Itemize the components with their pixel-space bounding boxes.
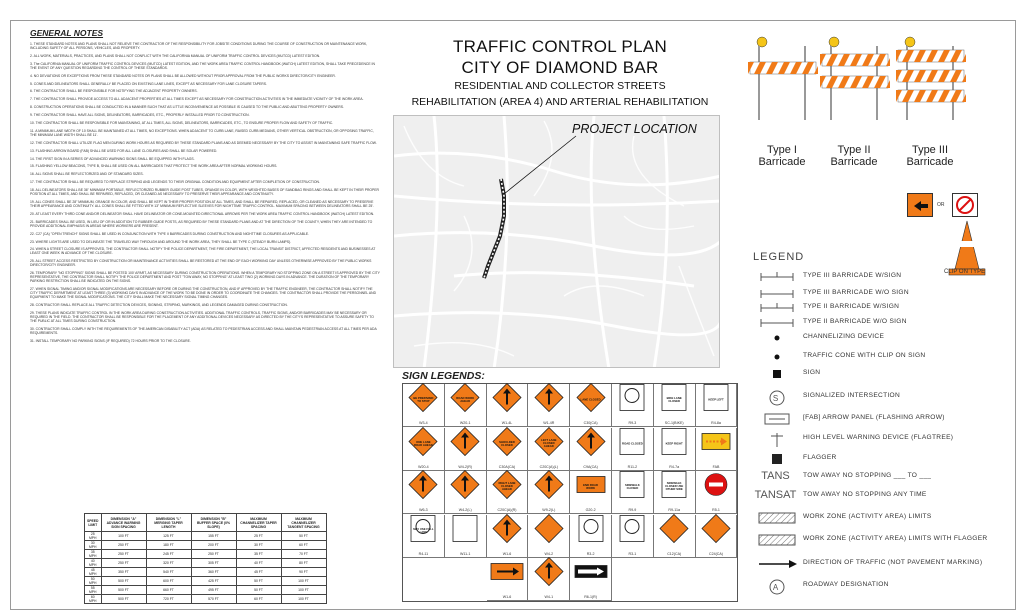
sign-cell	[654, 471, 696, 514]
general-note-item: 18. ALL DELINEATORS SHALL BE 36" MINIMUM PORTABLE, REFLECTORIZED RUBBER GUIDE POST TUBES, ORANGE IN COLOR, WITH WEIGHTED BASES OF SANDBAG RINGS AND SHALL BE KEPT IN THEIR PROPER POSITION AT ALL TIMES, AND SHALL BE REPAIRED, REPLACED, OR CLEANED AS NECESSARY TO PRESERVE THEIR APPEARANCE AND CONTINUITY.	[30, 188, 380, 197]
sign-code: C9A(CA)	[583, 464, 598, 469]
speed-table-cell: 250 FT	[101, 559, 146, 568]
legend-symbol	[753, 489, 798, 503]
legend-item	[753, 432, 1013, 446]
sign-code: W4-2(R)	[458, 464, 472, 469]
sign-graphic	[534, 470, 564, 505]
general-note-item: 7. THE CONTRACTOR SHALL PROVIDE ACCESS TO ALL ADJACENT PROPERTIES AT ALL TIMES EXCEPT AS NECESSARY FOR CONSTRUCTION ACTIVITIES IN THE IMMEDIATE VICINITY OF THE WORK AREA.	[30, 97, 364, 102]
speed-table-cell: 35 MPH	[85, 550, 102, 559]
legend-item	[753, 316, 1013, 330]
general-note-item: 10. THE CONTRACTOR SHALL BE RESPONSIBLE FOR MAINTAINING, AT ALL TIMES, ALL SIGNS, DELINEATORS, BARRICADES, ETC., TO ENSURE PROPER FLOW AND SAFETY OF TRAFFIC.	[30, 121, 334, 126]
sign-cell	[445, 384, 487, 427]
sign-cell	[487, 471, 529, 514]
legend-symbol	[753, 511, 798, 525]
sign-code: C20C(A)(L)	[539, 464, 558, 469]
sign-text: BE PREPARED TO STOP	[413, 395, 434, 403]
legend-item	[753, 301, 1013, 315]
plan-title: TRAFFIC CONTROL PLAN	[452, 37, 668, 56]
general-note-item: 4. NO DEVIATIONS OR EXCEPTIONS FROM THESE STANDARD NOTES OR PLANS SHALL BE ALLOWED WITHOUT PRIOR APPROVAL FROM THE PUBLIC WORKS DIRECTOR/CITY ENGINEER.	[30, 73, 336, 78]
sign-graphic	[450, 470, 480, 505]
speed-table-cell: 100 FT	[281, 586, 326, 595]
general-note-item: 14. THE FIRST SIGN IN A SERIES OF ADVANCED WARNING SIGNS SHALL BE EQUIPPED WITH FLAGS.	[30, 156, 195, 161]
speed-table-cell: 360 FT	[191, 568, 236, 577]
general-note-item: 19. ALL CONES SHALL BE 28" MINIMUM, ORANGE IN COLOR, AND SHALL BE KEPT IN THEIR PROPER POSITION AT ALL TIMES, AND SHALL BE REPAIRED, REPLACED, OR CLEANED AS NECESSARY TO PRESERVE THEIR APPEARANCE AND CONTINUITY. ALL CONES SHALL BE FITTED WITH 13" MINIMUM REFLECTIVE SLEEVES FOR NIGHTTIME TRAFFIC CONTROL. MAXIMUM SPACING BETWEEN DELINEATORS SHALL BE 25'.	[30, 200, 374, 209]
sign-cell	[445, 515, 487, 558]
sign-cell	[612, 428, 654, 471]
sign-code: W3-4	[419, 421, 428, 425]
sign-cell	[403, 428, 445, 471]
sign-cell	[570, 428, 612, 471]
speed-table-cell: 100 FT	[281, 595, 326, 604]
general-note-item: 22. C27 (CA) "OPEN TRENCH" SIGNS SHALL BE USED IN CONJUNCTION WITH TYPE II BARRICADES DURING CONSTRUCTION AND NIGHTTIME CLOSURES AS APPLICABLE.	[30, 231, 310, 236]
legend-item	[753, 350, 1013, 364]
legend-text: [FAB] ARROW PANEL (FLASHING ARROW)	[803, 414, 945, 421]
sign-cell	[528, 471, 570, 514]
sign-code: R4-11	[418, 551, 429, 556]
project-segment	[484, 179, 504, 278]
sign-code: W1-6	[502, 595, 512, 599]
legend-text: SIGN	[803, 369, 821, 376]
barricade-label	[742, 144, 822, 168]
sign-cell	[612, 384, 654, 427]
sign-cell	[612, 515, 654, 558]
sign-cell	[528, 384, 570, 427]
vicinity-map	[393, 115, 720, 368]
sign-graphic	[452, 514, 478, 547]
general-note-item: 3. The CALIFORNIA MANUAL OF UNIFORM TRAFFIC CONTROL DEVICES (MUTCD) LATEST EDITION, AND THE WORK AREA TRAFFIC CONTROL HANDBOOK (WATCH) LATEST EDITION, SHALL TAKE PRECEDENCE IN THE EVENT OF ANY QUESTION REGARDING THE CONTROL OF THESE STANDARDS.	[30, 61, 375, 70]
speed-table-cell: 200 FT	[191, 541, 236, 550]
sign-code: R4-8a	[711, 421, 721, 425]
speed-table-cell: 570 FT	[191, 595, 236, 604]
sign-code: R3-1	[628, 551, 637, 556]
general-note-item: 30. CONTRACTOR SHALL COMPLY WITH THE REQUIREMENTS OF THE AMERICAN DISABILITY ACT (ADA) AS RELATED TO PEDESTRIAN ACCESS AND SHALL MAINTAIN PEDESTRIAN ACCESS AT ALL TIMES PER ADA REQUIREMENTS.	[30, 326, 377, 335]
speed-table-cell: 100 FT	[281, 577, 326, 586]
sign-graphic	[534, 557, 564, 592]
legend-item	[753, 452, 1013, 466]
sign-graphic	[619, 384, 645, 417]
speed-table-row	[85, 550, 327, 559]
speed-table-cell: 425 FT	[191, 577, 236, 586]
speed-table-cell: 720 FT	[146, 595, 191, 604]
sign-graphic	[534, 383, 564, 418]
sign-code: R9-9	[628, 508, 637, 512]
sign-graphic	[574, 565, 608, 584]
legend-symbol-text: TANS	[761, 470, 790, 482]
legend-item	[753, 331, 1013, 345]
general-note-item: 16. ALL SIGNS SHALL BE REFLECTORIZED AND OF STANDARD SIZES.	[30, 172, 144, 177]
barricade-icon	[820, 36, 890, 122]
sign-cell	[570, 471, 612, 514]
sign-cell	[570, 558, 612, 601]
speed-table-row	[85, 595, 327, 604]
speed-table-cell: 50 MPH	[85, 577, 102, 586]
sign-cell	[654, 428, 696, 471]
general-note-item: 9. THE CONTRACTOR SHALL HAVE ALL SIGNS, DELINEATORS, BARRICADES, ETC., PROPERLY INSTALLED PRIOR TO CONSTRUCTION.	[30, 113, 250, 118]
legend-item	[753, 270, 1013, 284]
speed-table-cell: 45 MPH	[85, 568, 102, 577]
sign-graphic	[408, 470, 438, 505]
general-note-item: 28. CONTRACTOR SHALL REPLACE ALL TRAFFIC DETECTION DEVICES, SIGNING, STRIPING, MARKINGS, AND LEGENDS DAMAGED DURING CONSTRUCTION.	[30, 303, 288, 308]
speed-table-header: DIMENSION "L" MERGING TAPER LENGTH	[146, 514, 191, 532]
sign-cell	[654, 515, 696, 558]
speed-table-cell: 40 MPH	[85, 559, 102, 568]
sign-text: MAY USE FULL LANE	[413, 526, 434, 534]
sign-cell	[570, 515, 612, 558]
legend-item	[753, 511, 1013, 525]
sign-cell	[696, 428, 738, 471]
speed-table-cell: 660 FT	[146, 586, 191, 595]
sign-code: C20C(A)(R)	[497, 508, 517, 512]
speed-table-header: SPEED LIMIT	[85, 514, 102, 532]
legend-text: WORK ZONE (ACTIVITY AREA) LIMITS	[803, 513, 932, 520]
no-left-turn-sign	[952, 193, 978, 217]
sign-code: W1-4L	[501, 421, 513, 425]
sign-cell	[696, 471, 738, 514]
project-subtitle-2: REHABILITATION (AREA 4) AND ARTERIAL REHABILITATION	[411, 96, 709, 108]
sign-cell	[528, 558, 570, 601]
legend-symbol-text: A	[772, 583, 779, 592]
speed-table-cell: 350 FT	[101, 568, 146, 577]
sign-text: BIKE LANE CLOSED	[666, 395, 682, 403]
clip-on-signs	[905, 191, 1015, 281]
map-streets	[394, 116, 720, 368]
general-note-item: 11. A MINIMUM LANE WIDTH OF 10 SHALL BE MAINTAINED AT ALL TIMES, NO EXCEPTIONS. WHEN ADJACENT TO CURB LANE, RAISED CURB MEDIANS, OTHER VERTICAL OBSTRUCTION, OR OPPOSING TRAFFIC, THE MINIMUM LANE WIDTH SHALL BE 11'.	[30, 128, 374, 137]
legend-item	[753, 579, 1013, 593]
legend-text: TOW AWAY NO STOPPING ANY TIME	[803, 491, 927, 498]
speed-table-cell: 80 FT	[281, 559, 326, 568]
sign-cell	[403, 471, 445, 514]
general-notes	[30, 28, 380, 347]
legend-symbol	[753, 432, 798, 446]
legend-symbol-text: TANSAT	[754, 489, 797, 501]
sign-cell	[445, 471, 487, 514]
sign-cell	[403, 384, 445, 427]
speed-table-cell: 90 FT	[281, 568, 326, 577]
arrow-sign	[907, 193, 933, 217]
legend-symbol	[753, 452, 798, 466]
sign-text: SIDEWALK CLOSED USE OTHER SIDE	[665, 481, 684, 492]
speed-table-row	[85, 586, 327, 595]
sign-code: C24(CA)	[709, 551, 723, 556]
sign-cell	[612, 471, 654, 514]
legend-item	[753, 533, 1013, 547]
sign-code: SC-1(BIKE)	[664, 421, 684, 425]
speed-table-row	[85, 541, 327, 550]
legend-text: DIRECTION OF TRAFFIC (NOT PAVEMENT MARKING)	[803, 559, 983, 566]
sign-text: ROAD CLOSED	[622, 440, 643, 445]
legend-text: TRAFFIC CONE WITH CLIP ON SIGN	[803, 352, 926, 359]
leader-line	[504, 136, 576, 194]
sign-code: R5-1	[712, 508, 720, 512]
sign-graphic	[492, 383, 522, 418]
city-title: CITY OF DIAMOND BAR	[461, 58, 659, 77]
legend-text: TYPE II BARRICADE W/O SIGN	[803, 318, 907, 325]
general-note-item: 12. THE CONTRACTOR SHALL UTILIZE FLAG MEN DURING WORK HOURS AS REQUIRED BY THESE STANDARD PLANS AND AS DEEMED NECESSARY BY THE CITY TO ASSIST IN MAINTAINING SAFE TRAFFIC FLOW.	[30, 140, 377, 145]
legend-symbol	[753, 350, 798, 364]
speed-table-row	[85, 568, 327, 577]
speed-table-cell: 600 FT	[146, 577, 191, 586]
barricade-label	[890, 144, 970, 168]
legend-text: TYPE III BARRICADE W/SIGN	[803, 272, 902, 279]
sign-graphic	[576, 426, 606, 461]
sign-text: SIDEWALK CLOSED	[625, 482, 640, 490]
speed-table-cell: 25 MPH	[85, 532, 102, 541]
general-note-item: 2. ALL WORK, MATERIALS, PRACTICES, AND PLANS SHALL NOT CONFLICT WITH THE CALIFORNIA MANUAL OF UNIFORM TRAFFIC CONTROL DEVICES (MUTCD) LATEST EDITION.	[30, 53, 321, 58]
barricade-type-name: Type I	[767, 144, 797, 156]
general-note-item: 21. BARRICADES SHALL BE USED, IN LIEU OF OR IN ADDITION TO RUBBER GUIDE POSTS, AS REQUIRED BY THESE STANDARD PLANS AND AT THE DIRECTION OF THE COUNTY, WHEN THEY ARE INTENDED TO PROVIDE ADDITIONAL EMPHASIS IN AREAS WHERE WORKERS ARE PRESENT.	[30, 219, 373, 228]
sign-code: W20-1	[459, 421, 471, 425]
legend-text: TOW AWAY NO STOPPING ___ TO ___	[803, 472, 932, 479]
speed-table-header: MAXIMUM CHANNELIZER TAPER SPACING	[236, 514, 281, 532]
speed-table-cell: 500 FT	[101, 586, 146, 595]
barricade-1	[748, 36, 814, 168]
sign-legends-title: SIGN LEGENDS:	[402, 370, 485, 382]
sign-code: W11-1	[460, 551, 471, 556]
general-notes-heading: GENERAL NOTES	[30, 28, 104, 38]
barricade-word: Barricade	[830, 156, 878, 168]
sign-code: W4-1	[544, 595, 554, 599]
legend-item	[753, 470, 1013, 484]
speed-table-row	[85, 577, 327, 586]
legend-symbol	[753, 367, 798, 381]
legend-item	[753, 367, 1013, 381]
sign-text: LANE CLOSED	[580, 397, 601, 402]
sign-cell	[487, 384, 529, 427]
speed-table-cell: 100 FT	[101, 532, 146, 541]
sign-graphic	[619, 514, 645, 547]
general-note-item: 23. WHERE LIGHTS ARE USED TO DELINEATE THE TRAVELED WAY THROUGH AND AROUND THE WORK AREA, THEY SHALL BE TYPE C (STEADY BURN LAMPS).	[30, 239, 292, 244]
sign-legends-grid	[402, 383, 738, 602]
general-note-item: 15. FLASHING YELLOW BEACONS, TYPE B, SHALL BE USED ON ALL BARRICADES THAT PROTECT THE WORK AREA AFTER NORMAL WORKING HOURS.	[30, 164, 278, 169]
speed-table-header: DIMENSION "B" BUFFER SPACE (0% SLOPE)	[191, 514, 236, 532]
legend-symbol	[753, 331, 798, 345]
barricade-icon	[896, 36, 966, 122]
sign-code: G20-2	[585, 508, 596, 512]
barricade-type-name: Type III	[911, 144, 949, 156]
speed-table-cell: 30 MPH	[85, 541, 102, 550]
barricade-2	[820, 36, 886, 168]
sign-text: KEEP LEFT	[708, 397, 724, 402]
general-note-item: 6. THE CONTRACTOR SHALL BE RESPONSIBLE FOR NOTIFYING THE ADJACENT PROPERTY OWNERS.	[30, 89, 198, 94]
sign-graphic	[534, 513, 564, 548]
sign-code: W20-4	[418, 464, 429, 469]
legend-text: TYPE III BARRICADE W/O SIGN	[803, 289, 909, 296]
speed-table-cell: 250 FT	[191, 550, 236, 559]
speed-table-row	[85, 532, 327, 541]
project-subtitle: RESIDENTIAL AND COLLECTOR STREETS	[454, 80, 666, 92]
sign-code: R9-3	[628, 421, 637, 425]
sign-cell	[487, 428, 529, 471]
legend-symbol	[753, 533, 798, 547]
general-notes-list	[30, 42, 380, 343]
sign-code: W4-2	[544, 551, 554, 556]
general-note-item: 24. WHEN A STREET CLOSURE IS APPROVED, THE CONTRACTOR SHALL NOTIFY THE POLICE DEPARTMENT, THE FIRE DEPARTMENT, THE LOCAL TRANSIT DISTRICT, AFFECTED RESIDENTS AND BUSINESSES AT LEAST ONE WEEK IN ADVANCE OF THE CLOSURE.	[30, 247, 376, 256]
general-note-item: 17. THE CONTRACTOR SHALL BE REQUIRED TO REPLACE STRIPING AND LEGENDS TO THEIR ORIGINAL CONDITION AND EQUIPMENT AFTER COMPLETION OF CONSTRUCTION.	[30, 180, 320, 185]
sign-cell	[696, 515, 738, 558]
general-note-item: 31. INSTALL TEMPORARY NO PARKING SIGNS (IF REQUIRED) 72 HOURS PRIOR TO THE CLOSURE.	[30, 338, 191, 343]
sign-code: R3-2	[586, 551, 595, 556]
speed-table-cell: 30 FT	[236, 541, 281, 550]
clip-on-type-label: CLIP ON TYPE	[944, 269, 986, 275]
sign-code: W6-3	[419, 508, 428, 512]
general-note-item: 8. CONSTRUCTION OPERATIONS SHALL BE CONDUCTED IN A MANNER SUCH THAT AS LITTLE INCONVENIENCE AS POSSIBLE IS CAUSED TO THE PUBLIC AND ABUTTING PROPERTY OWNERS.	[30, 105, 344, 110]
speed-table-cell: 40 FT	[236, 559, 281, 568]
speed-table-cell: 45 FT	[236, 568, 281, 577]
sign-cell	[528, 515, 570, 558]
sign-text: ONE LANE ROAD AHEAD	[413, 439, 433, 447]
speed-table-cell: 25 FT	[236, 532, 281, 541]
legend-symbol	[753, 287, 798, 301]
sign-code: R9-11a	[668, 508, 680, 512]
speed-table-header: DIMENSION "A" ADVANCE WARNING SIGN SPACING	[101, 514, 146, 532]
project-location-label: PROJECT LOCATION	[572, 122, 697, 136]
speed-table-cell: 250 FT	[101, 550, 146, 559]
legend-symbol	[753, 579, 798, 593]
sign-graphic	[578, 514, 604, 547]
sign-text: END ROAD WORK	[583, 482, 599, 490]
sign-graphic	[490, 563, 524, 586]
general-note-item: 20. AT LEAST EVERY THIRD CONE AND/OR DELINEATOR SHALL HAVE DELINEATOR OR CONE-MOUNTED DIRECTIONAL ARROWS PER THE WORK AREA TRAFFIC CONTROL HANDBOOK (WATCH) LATEST EDITION.	[30, 211, 375, 216]
sign-code: R11-2	[627, 464, 638, 469]
legend-text: SIGNALIZED INTERSECTION	[803, 392, 901, 399]
sign-graphic	[492, 513, 522, 548]
speed-table-cell: 180 FT	[146, 541, 191, 550]
legend-text: ROADWAY DESIGNATION	[803, 581, 889, 588]
sign-text: KEEP RIGHT	[665, 440, 683, 445]
or-label: OR	[937, 202, 945, 208]
general-note-item: 1. THESE STANDARD NOTES AND PLANS SHALL NOT RELIEVE THE CONTRACTOR OF THE RESPONSIBILITY FOR JOBSITE CONDITIONS DURING THE COURSE OF CONSTRUCTION OR MAINTENANCE WORK, INCLUDING SAFETY OF ALL PERSONS, VEHICLES, AND PROPERTY.	[30, 42, 368, 50]
sign-cell	[445, 428, 487, 471]
sign-text: ROAD WORK AHEAD	[456, 395, 475, 403]
sign-code: C30(CA)	[583, 421, 598, 425]
sign-text: SHOULDER CLOSED	[499, 439, 515, 447]
legend-text: WORK ZONE (ACTIVITY AREA) LIMITS WITH FLAGGER	[803, 535, 988, 542]
sign-code: R6-1(R)	[584, 595, 597, 599]
sign-code: W1-6	[502, 551, 512, 556]
sign-cell	[570, 384, 612, 427]
sign-text: RIGHT LANE CLOSED AHEAD	[498, 481, 516, 492]
speed-table-cell: 250 FT	[101, 541, 146, 550]
legend-symbol	[753, 270, 798, 284]
speed-table-cell: 155 FT	[191, 532, 236, 541]
general-note-item: 29. THESE PLANS INDICATE TRAFFIC CONTROL IN THE WORK AREA DURING CONSTRUCTION ACTIVITIES. ADDITIONAL TRAFFIC CONTROLS, TRAFFIC SIGNS, AND/OR BARRICADES MAY BE NECESSARY OR REQUIRED IN THE FIELD. THE CONTRACTOR SHALL BE RESPONSIBLE FOR THE PLACEMENT OF ANY ADDITIONAL DEVICES NECESSARY AS DIRECTED BY THE CITY'S REPRESENTATIVE TO ASSURE SAFETY TO THE PUBLIC AT ALL TIMES DURING CONSTRUCTION.	[30, 310, 374, 323]
general-note-item: 13. FLASHING ARROW BOARD (FAB) SHALL BE USED FOR ALL LANE CLOSURES AND SHALL BE SOLAR POWERED.	[30, 148, 218, 153]
barricade-type-name: Type II	[837, 144, 871, 156]
legend-symbol	[753, 390, 798, 404]
speed-table-cell: 305 FT	[191, 559, 236, 568]
legend-item	[753, 412, 1013, 426]
sign-cell	[487, 515, 529, 558]
sign-code: W9-2(L)	[542, 508, 556, 512]
sign-graphic	[659, 513, 689, 548]
speed-table-cell: 500 FT	[101, 595, 146, 604]
sign-text: LEFT LANE CLOSED AHEAD	[541, 437, 557, 449]
legend-item	[753, 390, 1013, 404]
speed-spacing-table	[84, 513, 327, 604]
speed-table-cell: 320 FT	[146, 559, 191, 568]
legend-item	[753, 557, 1013, 571]
legend-symbol	[753, 412, 798, 426]
barricade-3	[896, 36, 962, 168]
sign-cell	[696, 384, 738, 427]
sign-code: FAB	[712, 464, 720, 469]
speed-table-cell: 50 FT	[236, 577, 281, 586]
sign-code: C30A(CA)	[498, 464, 516, 469]
speed-table-header: MAXIMUM CHANNELIZER TANGENT SPACING	[281, 514, 326, 532]
speed-table-cell: 125 FT	[146, 532, 191, 541]
legend-symbol	[753, 470, 798, 484]
speed-table-cell: 50 FT	[236, 586, 281, 595]
legend-item	[753, 489, 1013, 503]
legend-text: CHANNELIZING DEVICE	[803, 333, 885, 340]
legend-symbol-text: S	[772, 394, 779, 403]
sign-cell	[528, 428, 570, 471]
sign-code: R4-7a	[669, 464, 680, 469]
general-note-item: 5. CONES AND DELINEATORS SHALL GENERALLY BE PLACED ON EXISTING LANE LINES, EXCEPT AS NECESSARY FOR LANE CLOSURE TAPERS.	[30, 81, 267, 86]
sign-code: W1-4R	[543, 421, 555, 425]
general-note-item: 25. ALL STREET ACCESS RESTRICTED BY CONSTRUCTION OR MAINTENANCE ACTIVITIES SHALL BE RESTORED AT THE END OF EACH WORKING DAY UNLESS OTHERWISE APPROVED BY THE PUBLIC WORKS DIRECTOR/CITY ENGINEER.	[30, 259, 372, 268]
speed-table-cell: 540 FT	[146, 568, 191, 577]
speed-table-cell: 50 FT	[281, 532, 326, 541]
legend-item	[753, 287, 1013, 301]
barricade-word: Barricade	[906, 156, 954, 168]
sign-cell	[654, 384, 696, 427]
speed-table-cell: 60 MPH	[85, 595, 102, 604]
speed-table-cell: 70 FT	[281, 550, 326, 559]
barricade-word: Barricade	[758, 156, 806, 168]
barricade-label	[814, 144, 894, 168]
legend-text: TYPE II BARRICADE W/SIGN	[803, 303, 900, 310]
speed-table-cell: 55 MPH	[85, 586, 102, 595]
legend-symbol	[753, 301, 798, 315]
speed-table-cell: 60 FT	[281, 541, 326, 550]
sign-code: W4-2(L)	[458, 508, 472, 512]
sign-graphic	[450, 426, 480, 461]
sign-graphic	[701, 513, 731, 548]
speed-table-cell: 495 FT	[191, 586, 236, 595]
sign-cell	[487, 558, 529, 601]
speed-table-cell: 60 FT	[236, 595, 281, 604]
sign-cell	[403, 515, 445, 558]
title-block	[400, 36, 720, 110]
speed-table-cell: 500 FT	[101, 577, 146, 586]
barricade-icon	[748, 36, 818, 122]
speed-table-cell: 245 FT	[146, 550, 191, 559]
legend-text: FLAGGER	[803, 454, 837, 461]
speed-table-cell: 35 FT	[236, 550, 281, 559]
sign-graphic	[703, 472, 729, 503]
legend-title: LEGEND	[753, 251, 805, 263]
legend-symbol	[753, 557, 798, 571]
sign-code: C12(CA)	[667, 551, 682, 556]
legend-symbol	[753, 316, 798, 330]
sign-graphic	[701, 432, 731, 455]
speed-table-row	[85, 559, 327, 568]
legend-text: HIGH LEVEL WARNING DEVICE (FLAGTREE)	[803, 434, 954, 441]
general-note-item: 27. WHEN SIGNAL TIMING AND/OR SIGNAL MODIFICATIONS ARE NECESSARY BEFORE OR DURING THE CONSTRUCTION, AND IF APPROVED BY THE TRAFFIC ENGINEER, THE CONTRACTOR SHALL NOTIFY THE CITY TRAFFIC DEPARTMENT AT LEAST THREE (3) WORKING DAYS IN ADVANCE OF THE WORK TO BE DONE IN ORDER TO COORDINATE THE CHANGES. THE CONTRACTOR SHALL PROVIDE THE PERSONNEL AND EQUIPMENT TO MAKE THE SIGNAL MODIFICATIONS. THE CITY SHALL MAKE THE NECESSARY SIGNAL TIMING CHANGES.	[30, 287, 377, 300]
general-note-item: 26. TEMPORARY "NO STOPPING" SIGNS SHALL BE POSTED 100' APART, AS NECESSARY DURING CONSTRUCTION OPERATIONS. WHEN A TEMPORARY NO STOPPING ZONE ON A STREET IS APPROVED BY THE CITY REPRESENTATIVE, THE CONTRACTOR SHALL NOTIFY THE POLICE DEPARTMENT AND POST "TOW AWAY, NO STOPPING" AT LEAST TWO (2) WORKING DAYS IN ADVANCE. THE DURATION OF THE TEMPORARY PARKING RESTRICTION SHALL BE INDICATED ON THE SIGNS.	[30, 271, 380, 284]
